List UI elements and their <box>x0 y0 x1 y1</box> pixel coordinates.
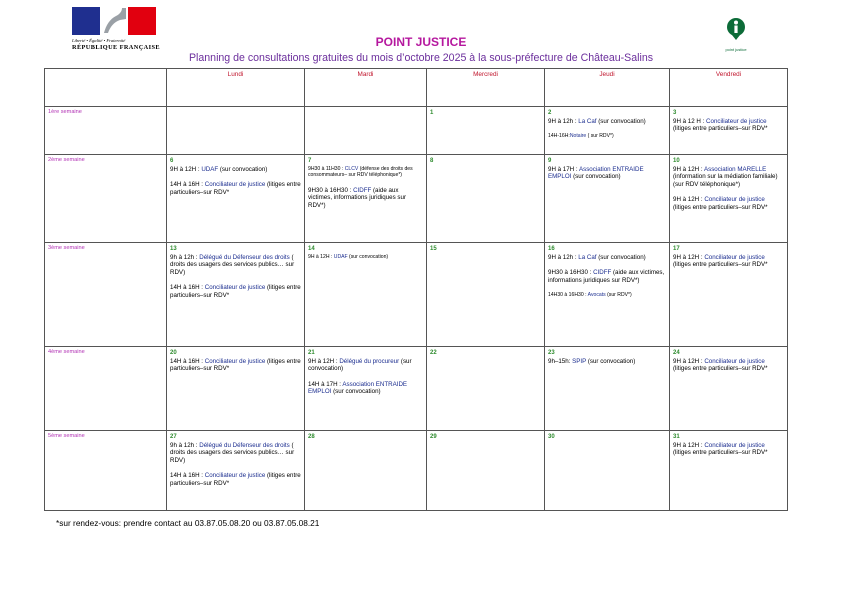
entry-organization: Délégué du Défenseur des droits <box>199 442 290 449</box>
day-number: 22 <box>430 350 437 356</box>
week-row <box>45 155 788 243</box>
consultation-entry <box>170 472 301 487</box>
entry-organization: Conciliateur de justice <box>204 472 266 480</box>
entry-details: (sur convocation) <box>571 173 621 181</box>
entry-time: 14H à 16H : <box>170 181 205 189</box>
day-cell <box>305 347 427 431</box>
week-label: 1ère semaine <box>45 107 167 155</box>
entry-time: 9H à 12H : <box>170 166 202 173</box>
header-day: Jeudi <box>545 69 670 107</box>
consultation-entry <box>548 118 666 125</box>
entry-organization: SPIP <box>572 358 587 365</box>
day-number: 6 <box>170 158 174 164</box>
day-number: 17 <box>673 246 680 252</box>
day-number: 23 <box>548 350 555 356</box>
page-subtitle: Planning de consultations gratuites du mois d’octobre 2025 à la sous-préfecture de Château-Salins <box>188 52 654 64</box>
day-cell <box>167 243 305 347</box>
day-cell <box>305 155 427 243</box>
day-number: 16 <box>548 246 555 252</box>
entry-time: 9H à 12H : <box>673 166 704 173</box>
day-number: 9 <box>548 158 552 164</box>
day-cell <box>305 107 427 155</box>
header-day: Mardi <box>305 69 427 107</box>
entry-details: ( droits des usagers des services publics… sur RDV) <box>170 254 295 276</box>
entry-details: (sur RDV*) <box>605 292 632 299</box>
day-number: 28 <box>308 434 315 440</box>
day-number: 14 <box>308 246 315 252</box>
entry-time: 9H30 à 16H30 : <box>308 186 354 194</box>
entry-organization: Association ENTRAIDE EMPLOI <box>548 166 644 181</box>
entry-time: 9H30 à 16H30 : <box>548 269 594 277</box>
entry-organization: Délégué du procureur <box>339 358 400 365</box>
consultation-entry <box>308 358 423 373</box>
consultation-entry <box>673 254 784 269</box>
entry-details: (litiges entre particuliers–sur RDV* <box>673 203 768 211</box>
day-number: 3 <box>673 110 677 116</box>
consultation-entry <box>548 166 666 181</box>
entry-time: 14H à 17H : <box>308 380 343 388</box>
day-number: 7 <box>308 158 312 164</box>
logo-name: RÉPUBLIQUE FRANÇAISE <box>72 44 160 51</box>
day-cell <box>670 155 788 243</box>
entry-details: ( sur RDV*) <box>586 133 614 140</box>
entry-details: (litiges entre particuliers–sur RDV* <box>673 261 768 269</box>
week-row <box>45 243 788 347</box>
consultation-entry <box>170 284 301 299</box>
week-row <box>45 431 788 511</box>
day-number: 13 <box>170 246 177 252</box>
day-cell <box>167 155 305 243</box>
entry-details: (sur convocation) <box>331 388 381 396</box>
header-day: Mercredi <box>427 69 545 107</box>
day-number: 30 <box>548 434 555 440</box>
entry-details: (litiges entre particuliers–sur RDV* <box>170 284 301 299</box>
day-cell <box>167 347 305 431</box>
entry-organization: Conciliateur de justice <box>704 196 765 204</box>
entry-time: 9H à 12h : <box>548 118 579 125</box>
entry-organization: CIDFF <box>593 269 612 277</box>
header-day: Lundi <box>167 69 305 107</box>
entry-time: 14H-16H: <box>548 133 570 140</box>
entry-organization: La Caf <box>578 254 597 261</box>
day-number: 27 <box>170 434 177 440</box>
consultation-entry <box>170 358 301 373</box>
consultation-entry <box>548 292 666 298</box>
entry-details: (sur convocation) <box>596 254 646 261</box>
entry-time: 9H à 12H : <box>673 254 705 261</box>
day-cell <box>670 107 788 155</box>
entry-details: (information sur la médiation familiale) (sur RDV téléphonique*) <box>673 173 778 188</box>
header-day: Vendredi <box>670 69 788 107</box>
consultation-entry <box>170 254 301 276</box>
entry-organization: Conciliateur de justice <box>704 358 765 365</box>
day-cell <box>305 243 427 347</box>
consultation-entry <box>673 118 784 133</box>
entry-time: 9H à 12 H : <box>673 118 707 125</box>
consultation-entry <box>548 269 666 284</box>
table-header-row <box>45 69 788 107</box>
consultation-entry <box>170 442 301 464</box>
entry-time: 14H30 à 16H30 : <box>548 292 588 299</box>
day-cell <box>545 347 670 431</box>
entry-details: (défense des droits des consommateurs– sur RDV téléphonique*) <box>308 166 413 179</box>
header-corner <box>45 69 167 107</box>
entry-details: (litiges entre particuliers–sur RDV* <box>170 472 301 487</box>
entry-organization: Conciliateur de justice <box>704 254 765 261</box>
entry-organization: Délégué du Défenseur des droits <box>199 254 290 261</box>
day-cell <box>167 107 305 155</box>
entry-organization: UDAF <box>333 254 348 260</box>
entry-time: 14H à 16H : <box>170 284 205 292</box>
entry-organization: Conciliateur de justice <box>704 442 765 449</box>
day-cell <box>427 107 545 155</box>
day-cell <box>427 243 545 347</box>
day-number: 2 <box>548 110 552 116</box>
day-number: 8 <box>430 158 434 164</box>
day-number: 20 <box>170 350 177 356</box>
consultation-entry <box>673 196 784 211</box>
entry-details: (sur convocation) <box>347 254 389 260</box>
entry-organization: CIDFF <box>353 186 372 194</box>
week-label: 5ème semaine <box>45 431 167 511</box>
entry-details: (sur convocation) <box>586 358 636 365</box>
entry-organization: CLCV <box>344 166 359 172</box>
entry-organization: Conciliateur de justice <box>204 358 266 365</box>
entry-details: (litiges entre particuliers–sur RDV* <box>673 449 768 457</box>
consultation-entry <box>308 166 423 179</box>
entry-details: (aide aux victimes, informations juridiques sur RDV*) <box>308 186 407 209</box>
entry-time: 9H à 12H : <box>673 196 705 204</box>
entry-time: 9H à 12H : <box>308 358 340 365</box>
entry-organization: Conciliateur de justice <box>706 118 767 125</box>
entry-organization: Conciliateur de justice <box>204 284 266 292</box>
entry-details: (sur convocation) <box>596 118 646 125</box>
planning-table <box>44 68 788 511</box>
day-number: 1 <box>430 110 434 116</box>
page-title: POINT JUSTICE <box>375 35 467 49</box>
consultation-entry <box>673 166 784 188</box>
day-cell <box>670 431 788 511</box>
week-row <box>45 347 788 431</box>
logo-motto: Liberté • Égalité • Fraternité <box>72 38 126 43</box>
day-number: 29 <box>430 434 437 440</box>
entry-organization: Conciliateur de justice <box>204 181 266 189</box>
entry-organization: Notaire <box>569 133 587 140</box>
day-number: 21 <box>308 350 315 356</box>
consultation-entry <box>548 358 666 365</box>
consultation-entry <box>673 442 784 457</box>
day-cell <box>305 431 427 511</box>
week-label: 3ème semaine <box>45 243 167 347</box>
day-cell <box>670 347 788 431</box>
entry-details: (sur convocation) <box>218 166 268 173</box>
entry-time: 14H à 16H : <box>170 472 205 480</box>
entry-time: 9H à 12H : <box>308 254 334 260</box>
entry-details: (litiges entre particuliers–sur RDV* <box>170 181 301 196</box>
entry-time: 9H à 12H : <box>673 442 705 449</box>
day-cell <box>427 155 545 243</box>
day-cell <box>427 347 545 431</box>
entry-time: 9H à 17H : <box>548 166 579 173</box>
entry-time: 9H à 12h : <box>548 254 579 261</box>
day-cell <box>670 243 788 347</box>
entry-organization: UDAF <box>201 166 219 173</box>
republique-francaise-logo <box>72 7 158 57</box>
day-cell <box>545 155 670 243</box>
point-justice-logo-text: point justice <box>725 47 747 52</box>
entry-details: (litiges entre particuliers–sur RDV* <box>170 358 301 373</box>
consultation-entry <box>548 254 666 261</box>
entry-details: (litiges entre particuliers–sur RDV* <box>673 365 768 373</box>
entry-details: ( droits des usagers des services publics… sur RDV) <box>170 442 295 464</box>
day-number: 31 <box>673 434 680 440</box>
week-row <box>45 107 788 155</box>
entry-organization: Association MARELLE <box>703 166 767 173</box>
entry-time: 9h–15h: <box>548 358 573 365</box>
day-cell <box>545 431 670 511</box>
consultation-entry <box>308 381 423 396</box>
entry-time: 14H à 16H : <box>170 358 205 365</box>
entry-time: 9h à 12h : <box>170 442 200 449</box>
day-cell <box>427 431 545 511</box>
entry-time: 9h à 12h : <box>170 254 200 261</box>
day-number: 24 <box>673 350 680 356</box>
consultation-entry <box>170 166 301 173</box>
entry-details: (aide aux victimes, informations juridiques sur RDV*) <box>548 269 665 284</box>
week-label: 2ème semaine <box>45 155 167 243</box>
week-label: 4ème semaine <box>45 347 167 431</box>
consultation-entry <box>308 254 423 260</box>
marianne-flag-icon <box>72 7 156 35</box>
day-cell <box>545 243 670 347</box>
consultation-entry <box>548 133 666 139</box>
day-number: 15 <box>430 246 437 252</box>
day-number: 10 <box>673 158 680 164</box>
day-cell <box>545 107 670 155</box>
entry-details: (sur convocation) <box>308 358 412 373</box>
entry-details: (litiges entre particuliers–sur RDV* <box>673 125 768 133</box>
consultation-entry <box>308 187 423 209</box>
entry-time: 9H à 12H : <box>673 358 705 365</box>
consultation-entry <box>673 358 784 373</box>
entry-time: 9H30 à 11H30 : <box>308 166 345 172</box>
consultation-entry <box>170 181 301 196</box>
day-cell <box>167 431 305 511</box>
entry-organization: Avocats <box>587 292 606 299</box>
entry-organization: Association ENTRAIDE EMPLOI <box>308 380 408 396</box>
entry-organization: La Caf <box>578 118 597 125</box>
footnote: *sur rendez-vous: prendre contact au 03.87.05.08.20 ou 03.87.05.08.21 <box>56 518 320 528</box>
